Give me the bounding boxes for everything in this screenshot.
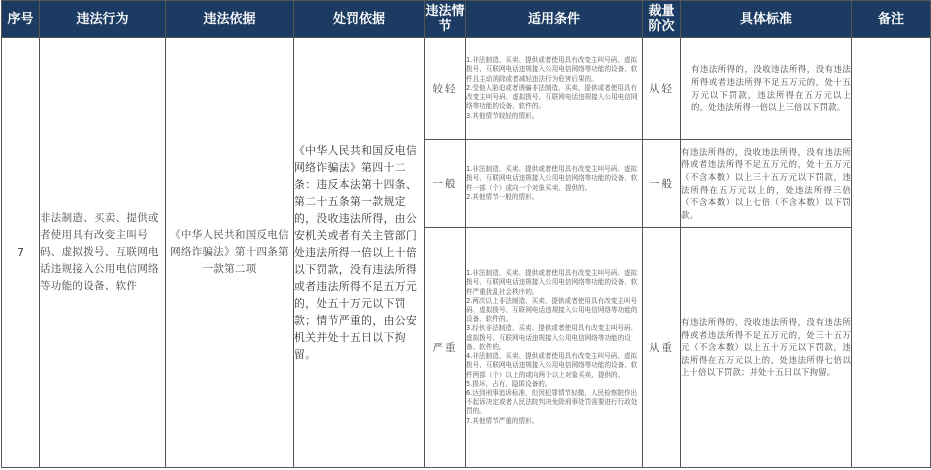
remarks-cell bbox=[852, 38, 931, 468]
condition-item: 2.两次以上非法制造、买卖、提供或者使用具有改变主叫号码、虚拟拨号、互联网电话违规接入公用电信网络等功能的设备、软件的。 bbox=[466, 296, 638, 324]
header-level: 裁量阶次 bbox=[643, 1, 681, 38]
row-number: 7 bbox=[2, 38, 40, 468]
header-row bbox=[2, 1, 931, 38]
standard-light: 有违法所得的，没收违法所得，没有违法所得或者违法所得不足五万元的，处十五万元以下罚款，违法所得在五万元以上的，处违法所得一倍以上三倍以下罚款。 bbox=[681, 38, 852, 140]
condition-item: 7.其他情节严重的情形。 bbox=[466, 416, 539, 425]
condition-item: 1.非法制造、买卖、提供或者使用具有改变主叫号码、虚拟拨号、互联网电话违规接入公用电信网络等功能的设备、软件严重扰乱社会秩序的。 bbox=[466, 269, 638, 296]
header-circumstance: 违法情节 bbox=[425, 1, 466, 38]
circumstance-serious: 严重 bbox=[425, 228, 466, 468]
condition-item: 6.达到刑事追诉标准，但因犯罪情节轻微，人民检察院作出不起诉决定或者人民法院判决免除刑事处罚需要进行行政处罚的。 bbox=[466, 388, 638, 416]
penalty-discretion-table bbox=[1, 0, 931, 468]
penalty-basis-text: 《中华人民共和国反电信网络诈骗法》第四十二条：违反本法第十四条、第二十五条第一款规定的，没收违法所得，由公安机关或者有关主管部门处违法所得一倍以上十倍以下罚款，没有违法所得或者违法所得不足五万元的，处五十万元以下罚款；情节严重的，由公安机关并处十五日以下拘留。 bbox=[294, 38, 425, 468]
level-severe: 从重 bbox=[643, 228, 681, 468]
condition-item: 1.非法制造、买卖、提供或者使用具有改变主叫号码、虚拟拨号、互联网电话违规接入公用电信网络等功能的设备、软件且主动消除或者减轻违法行为危害后果的。 bbox=[466, 56, 638, 83]
condition-item: 5.损坏、占有、隐匿设备的。 bbox=[466, 379, 552, 388]
header-violation: 违法行为 bbox=[40, 1, 166, 38]
condition-item: 4.非法制造、买卖、提供或者使用具有改变主叫号码、虚拟拨号、互联网电话违规接入公用电信网络等功能的设备、软件两部（个）以上的或向两个以上对象买卖、提供的。 bbox=[466, 352, 638, 379]
conditions-general bbox=[466, 140, 643, 228]
table-row bbox=[2, 38, 931, 140]
violation-text: 非法制造、买卖、提供或者使用具有改变主叫号码、虚拟拨号、互联网电话违规接入公用电信网络等功能的设备、软件 bbox=[40, 38, 166, 468]
header-penalty-basis: 处罚依据 bbox=[294, 1, 425, 38]
legal-basis-text: 《中华人民共和国反电信网络诈骗法》第十四条第一款第二项 bbox=[166, 38, 294, 468]
condition-item: 1.非法制造、买卖、提供或者使用具有改变主叫号码、虚拟拨号、互联网电话违规接入公用电信网络等功能的设备、软件一部（个）或向一个对象买卖、提供的。 bbox=[466, 165, 638, 192]
standard-general: 有违法所得的，没收违法所得，没有违法所得或者违法所得不足五万元的，处十五万元（不含本数）以上三十五万元以下罚款，违法所得在五万元以上的，处违法所得三倍（不含本数）以上七倍（不含本数）以下罚款。 bbox=[681, 140, 852, 228]
header-no: 序号 bbox=[2, 1, 40, 38]
header-remarks: 备注 bbox=[852, 1, 931, 38]
condition-item: 3.经伙非法制造、买卖、提供或者使用具有改变主叫号码、虚拟拨号、互联网电话违规接入公用电信网络等功能的设备、软件的。 bbox=[466, 324, 638, 351]
header-standard: 具体标准 bbox=[681, 1, 852, 38]
header-conditions: 适用条件 bbox=[466, 1, 643, 38]
circumstance-light: 较轻 bbox=[425, 38, 466, 140]
circumstance-general: 一般 bbox=[425, 140, 466, 228]
condition-item: 2.受他人胁迫或者诱骗非法制造、买卖、提供或者使用具有改变主叫号码、虚拟拨号、互联网电话违规接入公用电信网络等功能的设备、软件的。 bbox=[466, 83, 638, 111]
condition-item: 2.其他情节一般的情形。 bbox=[466, 192, 539, 201]
header-legal-basis: 违法依据 bbox=[166, 1, 294, 38]
level-general: 一般 bbox=[643, 140, 681, 228]
conditions-serious bbox=[466, 228, 643, 468]
standard-serious: 有违法所得的，没收违法所得，没有违法所得或者违法所得不足五万元的，处三十五万元（不含本数）以上五十万元以下罚款，违法所得在五万元以上的，处违法所得七倍以上十倍以下罚款；并处十五日以下拘留。 bbox=[681, 228, 852, 468]
conditions-light bbox=[466, 38, 643, 140]
level-lenient: 从轻 bbox=[643, 38, 681, 140]
condition-item: 3.其他情节较轻的情形。 bbox=[466, 111, 539, 120]
